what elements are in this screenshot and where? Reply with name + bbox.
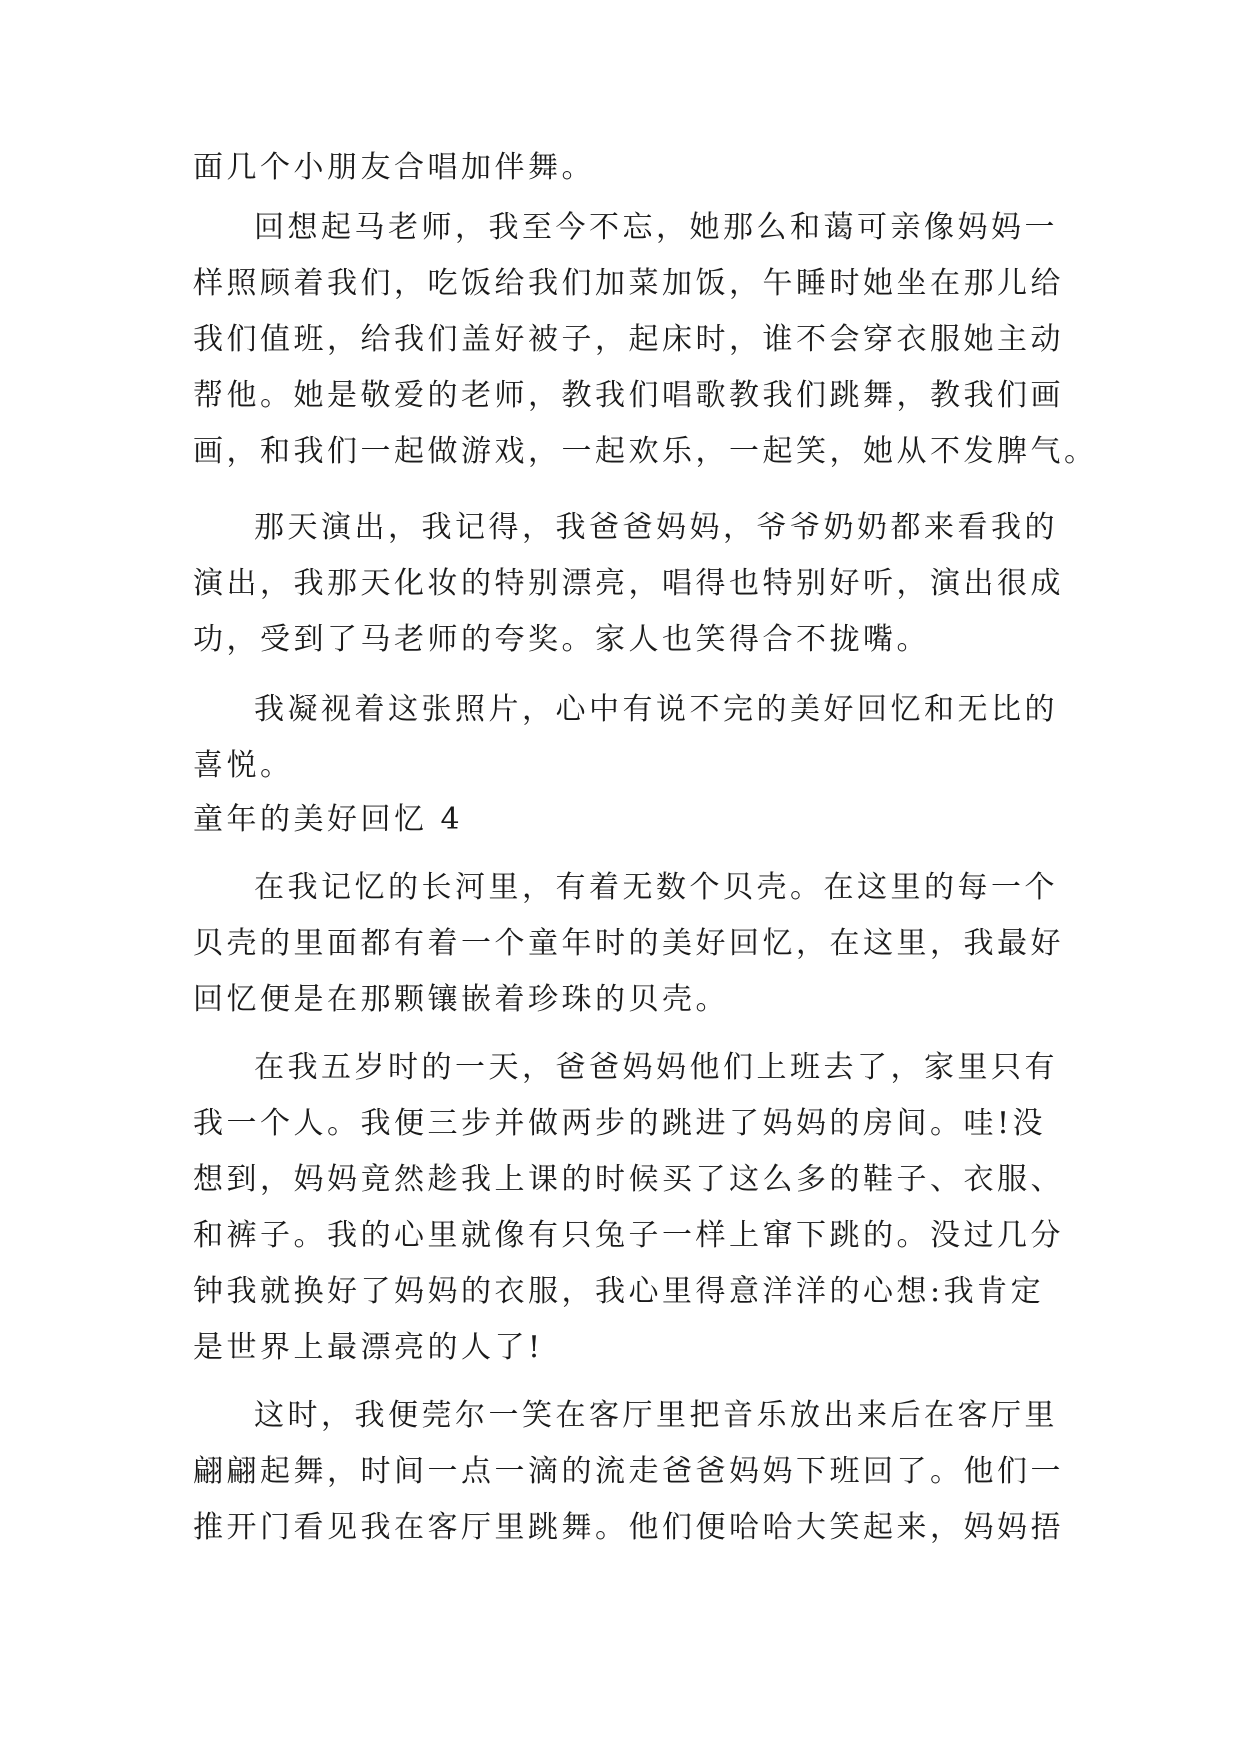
text-line: 翩翩起舞，时间一点一滴的流走爸爸妈妈下班回了。他们一: [193, 1454, 1064, 1489]
text-line: 钟我就换好了妈妈的衣服，我心里得意洋洋的心想:我肯定: [193, 1274, 1045, 1309]
paragraph-start-line: 我凝视着这张照片，心中有说不完的美好回忆和无比的: [254, 692, 1058, 727]
text-line: 喜悦。: [193, 748, 294, 783]
text-line: 功，受到了马老师的夸奖。家人也笑得合不拢嘴。: [193, 622, 930, 657]
paragraph-start-line: 那天演出，我记得，我爸爸妈妈，爷爷奶奶都来看我的: [254, 510, 1058, 545]
text-line: 我们值班，给我们盖好被子，起床时，谁不会穿衣服她主动: [193, 322, 1064, 357]
section-heading: 童年的美好回忆 4: [193, 802, 464, 837]
text-line: 想到，妈妈竟然趁我上课的时候买了这么多的鞋子、衣服、: [193, 1162, 1064, 1197]
text-line: 画，和我们一起做游戏，一起欢乐，一起笑，她从不发脾气。: [193, 434, 1098, 469]
paragraph-start-line: 回想起马老师，我至今不忘，她那么和蔼可亲像妈妈一: [254, 210, 1058, 245]
text-line: 演出，我那天化妆的特别漂亮，唱得也特别好听，演出很成: [193, 566, 1064, 601]
text-line: 推开门看见我在客厅里跳舞。他们便哈哈大笑起来，妈妈捂: [193, 1510, 1064, 1545]
text-line: 贝壳的里面都有着一个童年时的美好回忆，在这里，我最好: [193, 926, 1064, 961]
text-line: 和裤子。我的心里就像有只兔子一样上窜下跳的。没过几分: [193, 1218, 1064, 1253]
paragraph-start-line: 在我五岁时的一天，爸爸妈妈他们上班去了，家里只有: [254, 1050, 1058, 1085]
text-line: 帮他。她是敬爱的老师，教我们唱歌教我们跳舞，教我们画: [193, 378, 1064, 413]
text-line: 样照顾着我们，吃饭给我们加菜加饭，午睡时她坐在那儿给: [193, 266, 1064, 301]
paragraph-start-line: 这时，我便莞尔一笑在客厅里把音乐放出来后在客厅里: [254, 1398, 1058, 1433]
text-line: 面几个小朋友合唱加伴舞。: [193, 150, 595, 185]
text-line: 回忆便是在那颗镶嵌着珍珠的贝壳。: [193, 982, 729, 1017]
text-line: 我一个人。我便三步并做两步的跳进了妈妈的房间。哇!没: [193, 1106, 1047, 1141]
text-line: 是世界上最漂亮的人了!: [193, 1330, 544, 1365]
paragraph-start-line: 在我记忆的长河里，有着无数个贝壳。在这里的每一个: [254, 870, 1058, 905]
